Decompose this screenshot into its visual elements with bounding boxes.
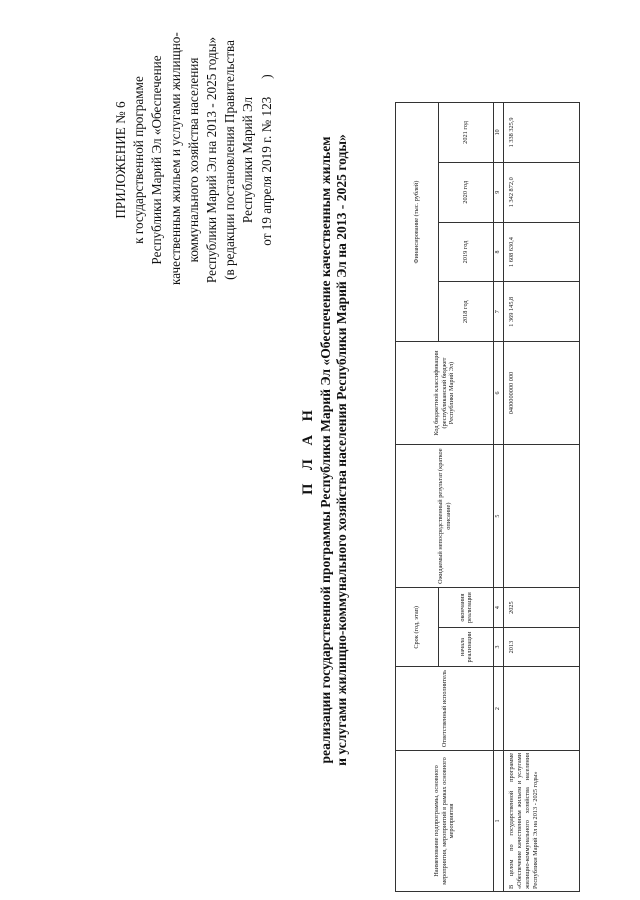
- cell-2018: 1 369 145,8: [504, 282, 580, 342]
- column-number: 6: [494, 342, 504, 445]
- date-month-year: апреля 2019 г. №: [258, 119, 274, 214]
- header-code: Код бюджетной классификации (республиканский бюджет Республики Марий Эл): [396, 342, 494, 445]
- column-number: 9: [494, 162, 504, 222]
- column-number: 10: [494, 103, 504, 163]
- cell-name: В целом по государственной программе «Обеспечение качественным жильем и услугами жилищно-коммунального хозяйства населения Республики Марий Эл на 2013 - 2025 годы»: [504, 750, 580, 891]
- header-year: 2018 год: [439, 282, 494, 342]
- header-year: 2021 год: [439, 103, 494, 163]
- appendix-line: качественным жильем и услугами жилищно-: [167, 32, 183, 285]
- subtitle-line: реализации государственной программы Республики Марий Эл «Обеспечение качественным жильем: [318, 136, 333, 764]
- table-header-row: [396, 103, 439, 892]
- header-result: Ожидаемый непосредственный результат (краткое описание): [396, 444, 494, 587]
- date-prefix: от: [258, 233, 274, 246]
- column-number: 3: [494, 627, 504, 666]
- column-number-row: [494, 103, 504, 892]
- header-financing: Финансирование (тыс. рублей): [396, 103, 439, 342]
- table-row: [504, 103, 580, 892]
- column-number: 7: [494, 282, 504, 342]
- column-number: 1: [494, 750, 504, 891]
- subtitle-line: и услугами жилищно-коммунального хозяйства населения Республики Марий Эл на 2013 - 2025 годы»: [334, 134, 349, 766]
- appendix-line: Республики Марий Эл: [240, 96, 256, 224]
- appendix-heading: ПРИЛОЖЕНИЕ № 6: [113, 101, 128, 219]
- appendix-line: коммунального хозяйства населения: [185, 57, 201, 263]
- column-number: 5: [494, 444, 504, 587]
- cell-2021: 1 338 325,9: [504, 103, 580, 163]
- column-number: 8: [494, 222, 504, 282]
- column-number: 4: [494, 588, 504, 627]
- document-number: 123: [258, 96, 274, 117]
- cell-2019: 1 608 630,4: [504, 222, 580, 282]
- column-number: 2: [494, 667, 504, 751]
- header-name: Наименование подпрограммы, основного мероприятия, мероприятий в рамках основного мероприятия: [396, 750, 494, 891]
- header-term-end: окончания реализации: [439, 588, 494, 627]
- plan-subtitle: [318, 60, 350, 840]
- cell-start-year: 2013: [504, 627, 580, 666]
- cell-code: 0400000000 000: [504, 342, 580, 445]
- plan-table: [395, 102, 580, 892]
- header-executor: Ответственный исполнитель: [396, 667, 494, 751]
- closing-paren: ): [258, 74, 274, 79]
- header-term: Срок (год, этап): [396, 588, 439, 667]
- cell-2020: 1 342 872,0: [504, 162, 580, 222]
- appendix-block: [112, 32, 276, 285]
- appendix-line: (в редакции постановления Правительства: [222, 40, 238, 280]
- plan-title: П Л А Н: [300, 405, 316, 495]
- cell-executor: [504, 667, 580, 751]
- header-year: 2020 год: [439, 162, 494, 222]
- header-term-start: начала реализации: [439, 627, 494, 666]
- header-year: 2019 год: [439, 222, 494, 282]
- date-day: 19: [258, 217, 274, 231]
- cell-result: [504, 444, 580, 587]
- cell-end-year: 2025: [504, 588, 580, 627]
- appendix-date-line: [258, 35, 276, 285]
- appendix-line: Республики Марий Эл «Обеспечение: [149, 55, 165, 265]
- appendix-line: к государственной программе: [131, 76, 147, 244]
- appendix-line: Республики Марий Эл на 2013 - 2025 годы»: [204, 36, 220, 284]
